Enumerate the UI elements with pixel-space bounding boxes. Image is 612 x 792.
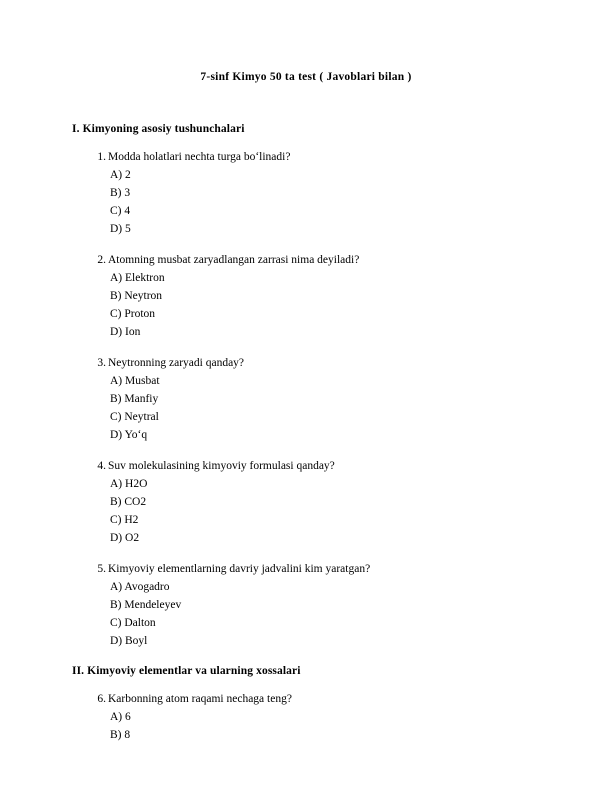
option-item: A) 2 xyxy=(110,169,131,181)
option-item: C) Neytral xyxy=(110,411,159,423)
question-number: 5. xyxy=(97,563,106,575)
option-item: D) Ion xyxy=(110,326,141,338)
option-list xyxy=(108,269,540,341)
option-list xyxy=(108,166,540,238)
section-heading-1: I. Kimyoning asosiy tushunchalari xyxy=(72,123,245,135)
question-number: 6. xyxy=(97,693,106,705)
question-list-section-2 xyxy=(72,691,540,744)
option-item: C) Proton xyxy=(110,308,156,320)
question-text: Neytronning zaryadi qanday? xyxy=(108,357,245,369)
question-item xyxy=(72,458,540,547)
option-item: C) Dalton xyxy=(110,617,156,629)
option-list xyxy=(108,475,540,547)
option-list xyxy=(108,578,540,650)
question-number: 1. xyxy=(97,151,106,163)
question-item xyxy=(72,355,540,444)
option-list xyxy=(108,708,540,744)
question-item xyxy=(72,252,540,341)
document-body xyxy=(0,83,612,744)
option-item: B) CO2 xyxy=(110,496,147,508)
option-item: B) Mendeleyev xyxy=(110,599,182,611)
option-item: B) 3 xyxy=(110,187,131,199)
question-item xyxy=(72,561,540,650)
question-list-section-1 xyxy=(72,149,540,650)
question-number: 4. xyxy=(97,460,106,472)
question-number: 2. xyxy=(97,254,106,266)
question-text: Atomning musbat zaryadlangan zarrasi nima deyiladi? xyxy=(108,254,360,266)
section-heading-2: II. Kimyoviy elementlar va ularning xossalari xyxy=(72,665,301,677)
option-item: D) 5 xyxy=(110,223,131,235)
option-item: A) Musbat xyxy=(110,375,160,387)
option-item: A) Avogadro xyxy=(110,581,170,593)
question-text: Kimyoviy elementlarning davriy jadvalini kim yaratgan? xyxy=(108,563,371,575)
question-text: Karbonning atom raqami nechaga teng? xyxy=(108,693,292,705)
question-text: Modda holatlari nechta turga boʻlinadi? xyxy=(108,151,291,163)
option-item: A) Elektron xyxy=(110,272,165,284)
question-text: Suv molekulasining kimyoviy formulasi qanday? xyxy=(108,460,335,472)
option-item: B) Manfiy xyxy=(110,393,159,405)
option-item: D) O2 xyxy=(110,532,140,544)
option-item: C) 4 xyxy=(110,205,131,217)
option-item: D) Boyl xyxy=(110,635,148,647)
question-item xyxy=(72,149,540,238)
option-item: B) Neytron xyxy=(110,290,163,302)
option-item: C) H2 xyxy=(110,514,139,526)
option-item: A) 6 xyxy=(110,711,131,723)
question-item xyxy=(72,691,540,744)
option-item: D) Yoʻq xyxy=(110,429,148,441)
option-item: A) H2O xyxy=(110,478,148,490)
option-item: B) 8 xyxy=(110,729,131,741)
option-list xyxy=(108,372,540,444)
question-number: 3. xyxy=(97,357,106,369)
page-title: 7-sinf Kimyo 50 ta test ( Javoblari bilan ) xyxy=(200,71,412,83)
